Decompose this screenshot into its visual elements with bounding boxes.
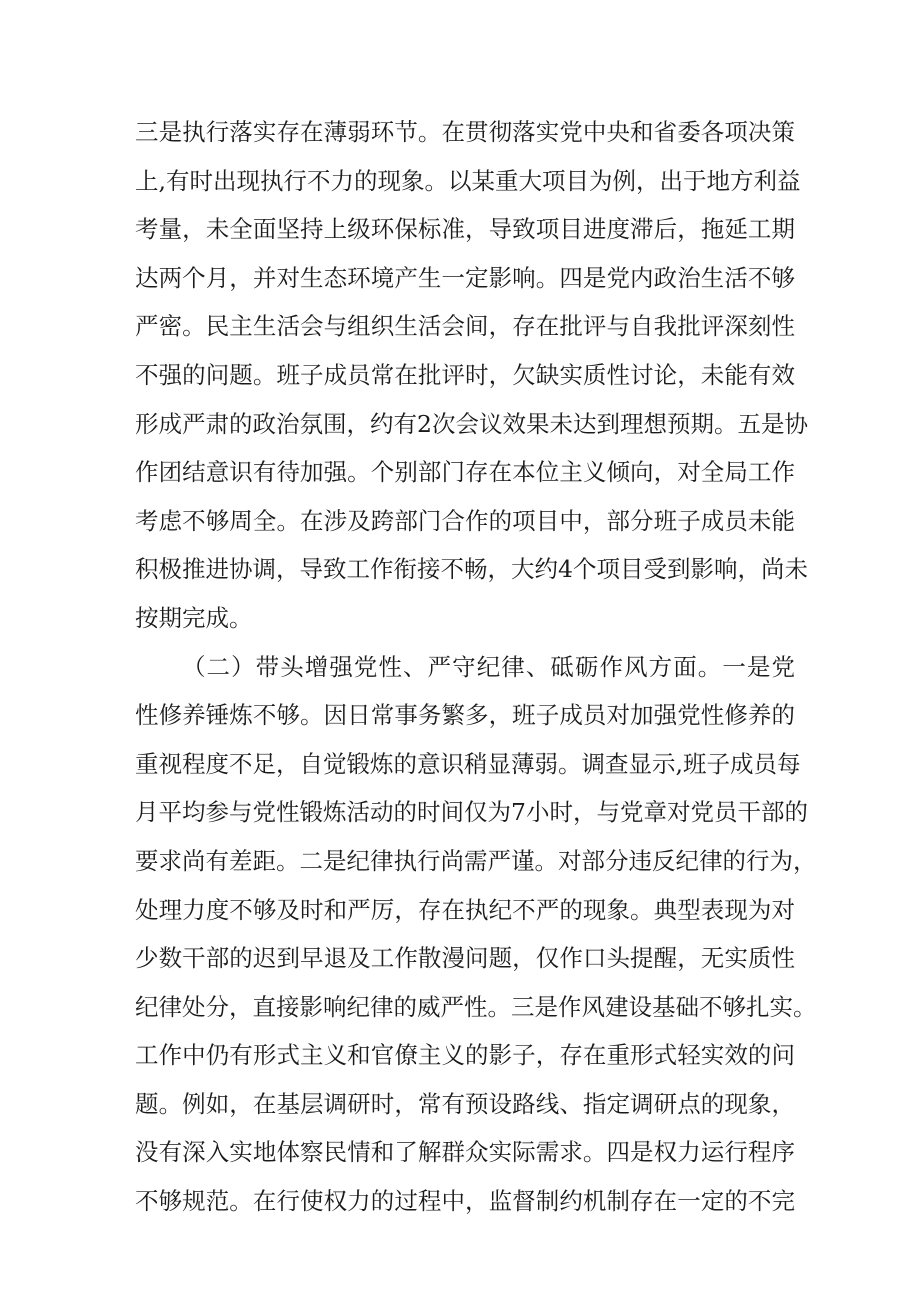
text-line: 上,有时出现执行不力的现象。以某重大项目为例，出于地方利益 xyxy=(135,166,801,195)
body-text xyxy=(135,108,817,1226)
text-line: 形成严肃的政治氛围，约有2次会议效果未达到理想预期。五是协 xyxy=(135,409,808,438)
text-line: 严密。民主生活会与组织生活会间，存在批评与自我批评深刻性 xyxy=(135,312,795,341)
text-line: 少数干部的迟到早退及工作散漫问题，仅作口头提醒，无实质性 xyxy=(135,944,795,973)
text-line: 工作中仍有形式主义和官僚主义的影子，存在重形式轻实效的问 xyxy=(135,1041,795,1070)
text-line: 月平均参与党性锻炼活动的时间仅为7小时，与党章对党员干部的 xyxy=(135,798,808,827)
text-line: 考量，未全面坚持上级环保标准，导致项目进度滞后，拖延工期 xyxy=(135,215,795,244)
text-line: 作团结意识有待加强。个别部门存在本位主义倾向，对全局工作 xyxy=(135,458,795,487)
text-line: 重视程度不足，自觉锻炼的意识稍显薄弱。调查显示,班子成员每 xyxy=(135,749,801,778)
text-line: 题。例如，在基层调研时，常有预设路线、指定调研点的现象， xyxy=(135,1089,795,1118)
text-line: 纪律处分，直接影响纪律的威严性。三是作风建设基础不够扎实。 xyxy=(135,992,817,1021)
text-line: 要求尚有差距。二是纪律执行尚需严谨。对部分违反纪律的行为， xyxy=(135,846,817,875)
text-line: 不够规范。在行使权力的过程中，监督制约机制存在一定的不完 xyxy=(135,1187,795,1216)
text-line: 性修养锤炼不够。因日常事务繁多，班子成员对加强党性修养的 xyxy=(135,701,795,730)
text-line: 三是执行落实存在薄弱环节。在贯彻落实党中央和省委各项决策 xyxy=(135,118,795,146)
text-line: 积极推进协调，导致工作衔接不畅，大约4个项目受到影响，尚未 xyxy=(135,555,808,584)
text-line: 按期完成。 xyxy=(135,603,253,632)
text-line: 不强的问题。班子成员常在批评时，欠缺实质性讨论，未能有效 xyxy=(135,360,795,389)
text-line: 没有深入实地体察民情和了解群众实际需求。四是权力运行程序 xyxy=(135,1138,795,1167)
text-line: 考虑不够周全。在涉及跨部门合作的项目中，部分班子成员未能 xyxy=(135,506,795,535)
section-heading-line: （二）带头增强党性、严守纪律、砥砺作风方面。一是党 xyxy=(182,652,795,681)
text-line: 达两个月，并对生态环境产生一定影响。四是党内政治生活不够 xyxy=(135,263,795,292)
text-line: 处理力度不够及时和严厉，存在执纪不严的现象。典型表现为对 xyxy=(135,895,795,924)
